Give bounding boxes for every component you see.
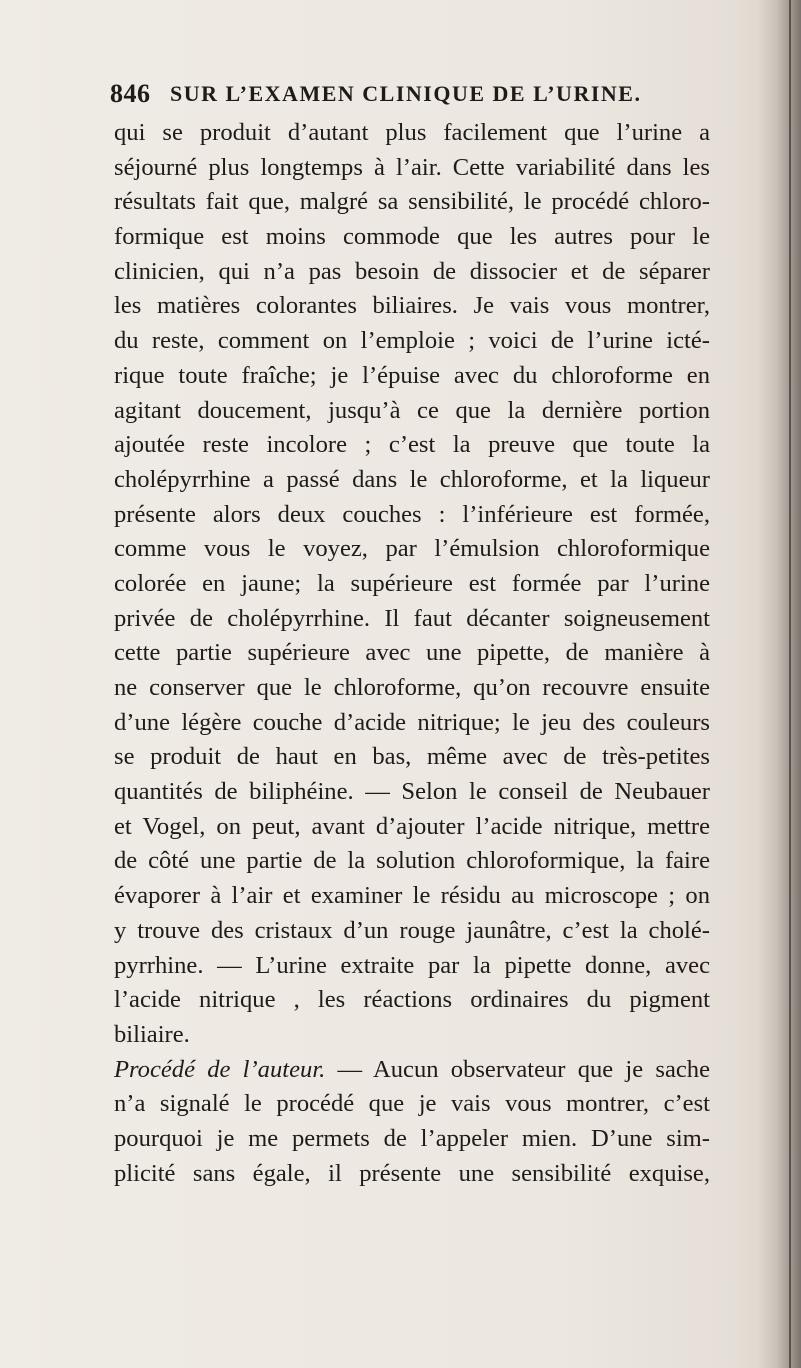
text-line: cette partie supérieure avec une pipette, de manière à <box>114 639 710 667</box>
text-line: l’acide nitrique , les réactions ordinaires du pigment <box>114 986 710 1014</box>
text-line: y trouve des cristaux d’un rouge jaunâtre, c’est la cholé- <box>114 916 710 944</box>
text-line: ajoutée reste incolore ; c’est la preuve que toute la <box>114 431 710 459</box>
italic-run-heading: Procédé de l’auteur. <box>114 1055 326 1083</box>
text-line: clinicien, qui n’a pas besoin de dissocier et de séparer <box>114 257 710 285</box>
text-line: présente alors deux couches : l’inférieure est formée, <box>114 500 710 528</box>
text-line: comme vous le voyez, par l’émulsion chloroformique <box>114 535 710 563</box>
body-text <box>114 116 710 1191</box>
text-line: colorée en jaune; la supérieure est formée par l’urine <box>114 569 710 597</box>
paragraph-heading-line <box>114 1053 710 1088</box>
text-line: pourquoi je me permets de l’appeler mien. D’une sim- <box>114 1124 710 1152</box>
page-number: 846 <box>110 79 151 108</box>
text-line-paragraph-end: biliaire. <box>114 1020 190 1048</box>
page-edge-line <box>789 0 791 1368</box>
text-line: agitant doucement, jusqu’à ce que la dernière portion <box>114 396 710 424</box>
page-edge-shadow <box>757 0 801 1368</box>
text-line: séjourné plus longtemps à l’air. Cette variabilité dans les <box>114 153 710 181</box>
text-line: et Vogel, on peut, avant d’ajouter l’acide nitrique, mettre <box>114 812 710 840</box>
text-line: d’une légère couche d’acide nitrique; le jeu des couleurs <box>114 708 710 736</box>
running-title: SUR L’EXAMEN CLINIQUE DE L’URINE. <box>170 81 642 106</box>
text-line: qui se produit d’autant plus facilement que l’urine a <box>114 119 710 146</box>
text-line: plicité sans égale, il présente une sensibilité exquise, <box>114 1159 710 1187</box>
heading-line-rest: — Aucun observateur que je sache <box>325 1055 711 1083</box>
text-line: pyrrhine. — L’urine extraite par la pipette donne, avec <box>114 951 710 979</box>
text-line: n’a signalé le procédé que je vais vous montrer, c’est <box>114 1090 710 1118</box>
text-line: de côté une partie de la solution chloroformique, la faire <box>114 847 710 875</box>
text-line: se produit de haut en bas, même avec de très-petites <box>114 743 710 771</box>
text-line: cholépyrrhine a passé dans le chloroforme, et la liqueur <box>114 465 710 493</box>
text-line: du reste, comment on l’emploie ; voici de l’urine icté- <box>114 327 710 355</box>
running-head <box>110 79 750 119</box>
text-line: évaporer à l’air et examiner le résidu au microscope ; on <box>114 882 710 910</box>
text-line: privée de cholépyrrhine. Il faut décanter soigneusement <box>114 604 710 632</box>
text-line: quantités de biliphéine. — Selon le conseil de Neubauer <box>114 778 710 806</box>
text-line: rique toute fraîche; je l’épuise avec du chloroforme en <box>114 361 710 389</box>
text-line: résultats fait que, malgré sa sensibilité, le procédé chloro- <box>114 188 710 216</box>
text-line: formique est moins commode que les autres pour le <box>114 223 710 251</box>
text-line: ne conserver que le chloroforme, qu’on recouvre ensuite <box>114 674 710 701</box>
text-line: les matières colorantes biliaires. Je vais vous montrer, <box>114 292 710 320</box>
